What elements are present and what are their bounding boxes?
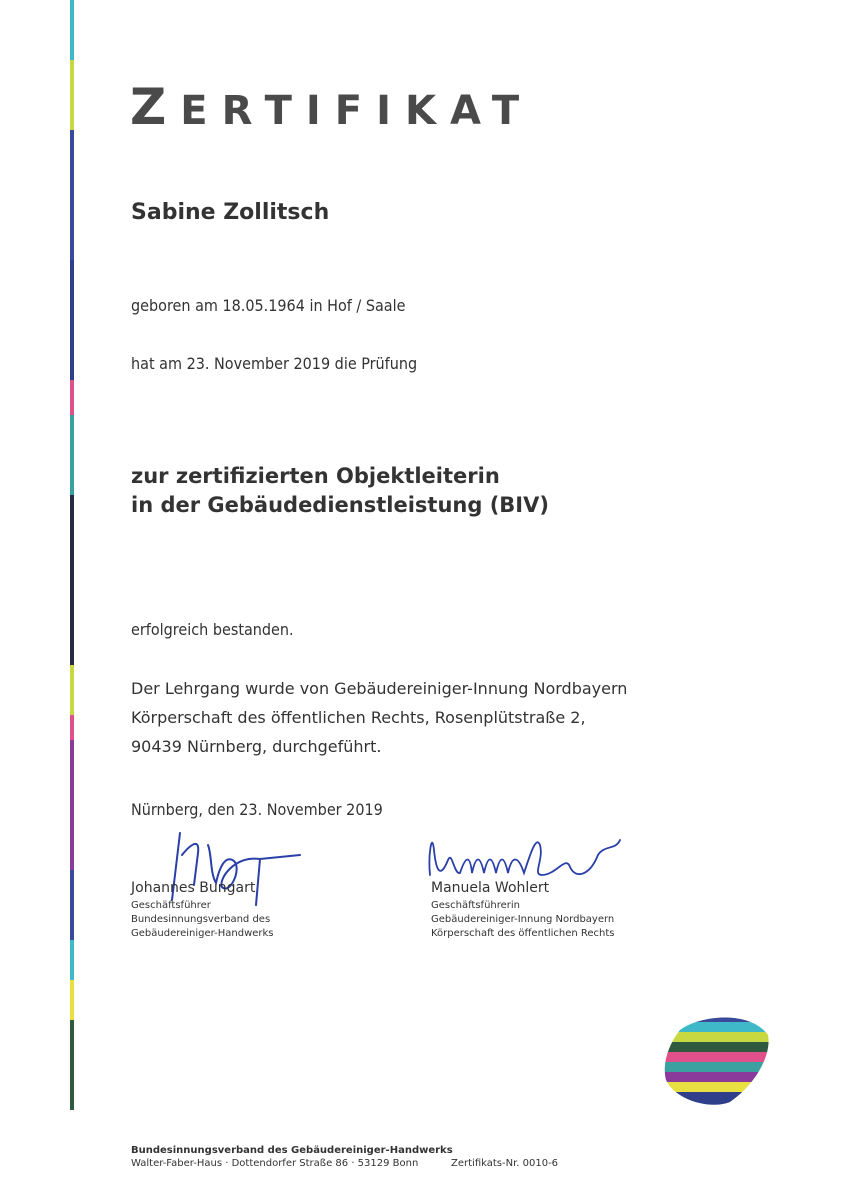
signer-org-line-2: Gebäudereiniger-Handwerks	[131, 928, 274, 939]
qualification	[131, 462, 549, 520]
course-line-1: Der Lehrgang wurde von Gebäudereiniger-Innung Nordbayern	[131, 679, 628, 698]
footer-org: Bundesinnungsverband des Gebäudereiniger-Handwerks	[131, 1145, 453, 1156]
qualification-line-1: zur zertifizierten Objektleiterin	[131, 464, 500, 488]
decorative-color-stripe	[70, 0, 74, 1110]
qualification-line-2: in der Gebäudedienstleistung (BIV)	[131, 493, 549, 517]
signer-name: Manuela Wohlert	[431, 880, 550, 896]
passed-line: erfolgreich bestanden.	[131, 620, 294, 639]
recipient-name: Sabine Zollitsch	[131, 200, 330, 225]
signer-org-line-1: Bundesinnungsverband des	[131, 914, 271, 925]
certificate-title	[130, 78, 533, 136]
signature-block-2	[431, 880, 615, 941]
course-description	[131, 674, 627, 761]
signer-role: Geschäftsführer	[131, 900, 211, 911]
signer-org-line-2: Körperschaft des öffentlichen Rechts	[431, 928, 615, 939]
signer-name: Johannes Bungart	[131, 880, 256, 896]
footer-street: Walter-Faber-Haus · Dottendorfer Straße 86 · 53129 Bonn	[131, 1158, 419, 1169]
place-date: Nürnberg, den 23. November 2019	[131, 800, 383, 819]
course-line-2: Körperschaft des öffentlichen Rechts, Rosenplütstraße 2,	[131, 708, 586, 727]
exam-line: hat am 23. November 2019 die Prüfung	[131, 354, 418, 373]
signer-org-line-1: Gebäudereiniger-Innung Nordbayern	[431, 914, 615, 925]
birth-line: geboren am 18.05.1964 in Hof / Saale	[131, 296, 406, 315]
certificate-number: Zertifikats-Nr. 0010-6	[451, 1158, 559, 1169]
signature-block-1	[131, 880, 274, 941]
title-initial: Z	[130, 78, 181, 136]
course-line-3: 90439 Nürnberg, durchgeführt.	[131, 737, 382, 756]
footer-address	[131, 1144, 453, 1170]
signer-role: Geschäftsführerin	[431, 900, 521, 911]
biv-logo-icon	[660, 1010, 775, 1110]
title-rest: ERTIFIKAT	[180, 88, 534, 134]
